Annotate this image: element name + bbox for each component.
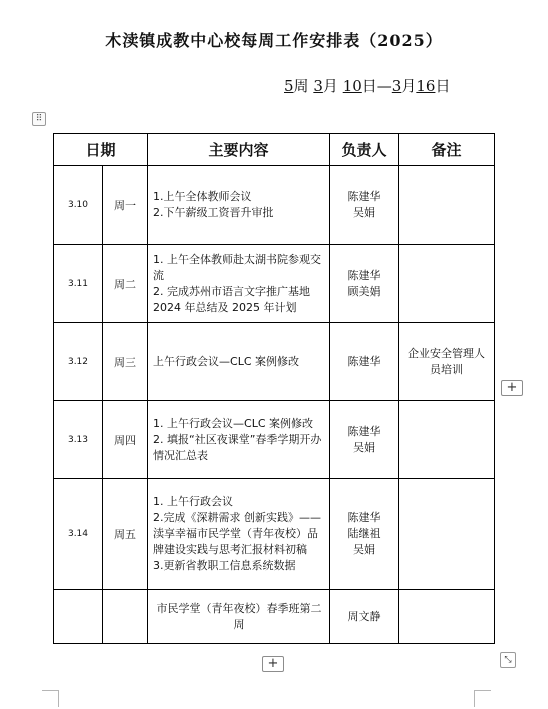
day-suffix: 日 [361,77,377,95]
owner-name: 陈建华 [347,354,381,368]
date-cell[interactable] [54,590,103,644]
day-cell[interactable]: 周一 [103,166,148,245]
content-line: 1. 上午行政会议—CLC 案例修改 [153,416,313,430]
table-row [54,166,495,245]
note-cell[interactable] [399,479,495,590]
date-cell[interactable]: 3.11 [54,245,103,323]
note-cell[interactable] [399,166,495,245]
week-number: 5 [284,77,294,95]
week-range [284,75,450,96]
header-content: 主要内容 [148,134,330,166]
move-handle-icon[interactable]: ⠿ [32,112,46,126]
content-line: 3.更新省教职工信息系统数据 [153,559,296,572]
table-row [54,323,495,401]
table-row [54,245,495,323]
owner-cell[interactable] [330,479,399,590]
day-cell[interactable]: 周三 [103,323,148,401]
page-corner-mark [474,690,491,707]
day-cell[interactable]: 周五 [103,479,148,590]
end-day: 16 [416,77,436,95]
content-line: 2.下午薪级工资晋升审批 [153,206,274,219]
date-cell[interactable]: 3.10 [54,166,103,245]
owner-name: 周文静 [347,609,381,623]
table-row [54,401,495,479]
week-suffix: 周 [293,77,309,95]
content-line: 1. 上午全体教师赴太湖书院参观交流 [153,252,322,282]
content-line: 上午行政会议—CLC 案例修改 [153,354,300,368]
content-cell[interactable] [148,245,330,323]
header-date: 日期 [54,134,148,166]
page-corner-mark [42,690,59,707]
note-cell[interactable] [399,245,495,323]
owner-cell[interactable] [330,323,399,401]
owner-name: 顾美娟 [347,284,381,298]
plus-icon: + [267,656,279,671]
content-line: 2. 完成苏州市语言文字推广基地 2024 年总结及 2025 年计划 [153,284,311,314]
header-row [54,134,495,166]
content-cell[interactable] [148,166,330,245]
content-cell[interactable] [148,590,330,644]
owner-cell[interactable] [330,401,399,479]
owner-name: 陈建华 [347,190,381,203]
date-cell[interactable]: 3.13 [54,401,103,479]
owner-cell[interactable] [330,245,399,323]
page-title: 木渎镇成教中心校每周工作安排表（2025） [105,31,443,50]
day-cell[interactable]: 周四 [103,401,148,479]
start-month: 3 [313,77,323,95]
header-owner: 负责人 [330,134,399,166]
range-dash: — [376,77,392,95]
table-row [54,479,495,590]
day-cell[interactable]: 周二 [103,245,148,323]
content-line: 市民学堂（青年夜校）春季班第二周 [156,601,322,631]
owner-name: 吴娟 [353,543,376,556]
add-row-button[interactable] [262,656,284,672]
owner-name: 陈建华 [347,268,381,282]
month-suffix: 月 [322,77,338,95]
note-cell[interactable] [399,401,495,479]
note-cell[interactable] [399,590,495,644]
content-line: 2. 填报“社区夜课堂”春季学期开办情况汇总表 [153,432,322,462]
owner-name: 吴娟 [353,440,376,454]
owner-name: 陆继祖 [347,527,381,540]
content-line: 1.上午全体教师会议 [153,190,252,203]
content-cell[interactable] [148,323,330,401]
resize-icon[interactable]: ⤡ [500,652,516,668]
day-suffix: 日 [435,77,451,95]
owner-cell[interactable] [330,166,399,245]
content-line: 2.完成《深耕需求 创新实践》——渎享幸福市民学堂（青年夜校）品牌建设实践与思考汇报材料初稿 [153,511,322,556]
add-column-button[interactable] [501,380,523,396]
plus-icon: + [506,380,518,395]
start-day: 10 [342,77,362,95]
note-cell[interactable]: 企业安全管理人员培训 [399,323,495,401]
content-line: 1. 上午行政会议 [153,495,234,508]
day-cell[interactable] [103,590,148,644]
owner-name: 陈建华 [347,511,381,524]
schedule-table [53,133,495,644]
owner-name: 吴娟 [353,206,376,219]
header-note: 备注 [399,134,495,166]
date-cell[interactable]: 3.14 [54,479,103,590]
content-cell[interactable] [148,479,330,590]
owner-name: 陈建华 [347,424,381,438]
table-row [54,590,495,644]
content-cell[interactable] [148,401,330,479]
end-month: 3 [391,77,402,95]
month-suffix: 月 [401,77,417,95]
owner-cell[interactable] [330,590,399,644]
date-cell[interactable]: 3.12 [54,323,103,401]
